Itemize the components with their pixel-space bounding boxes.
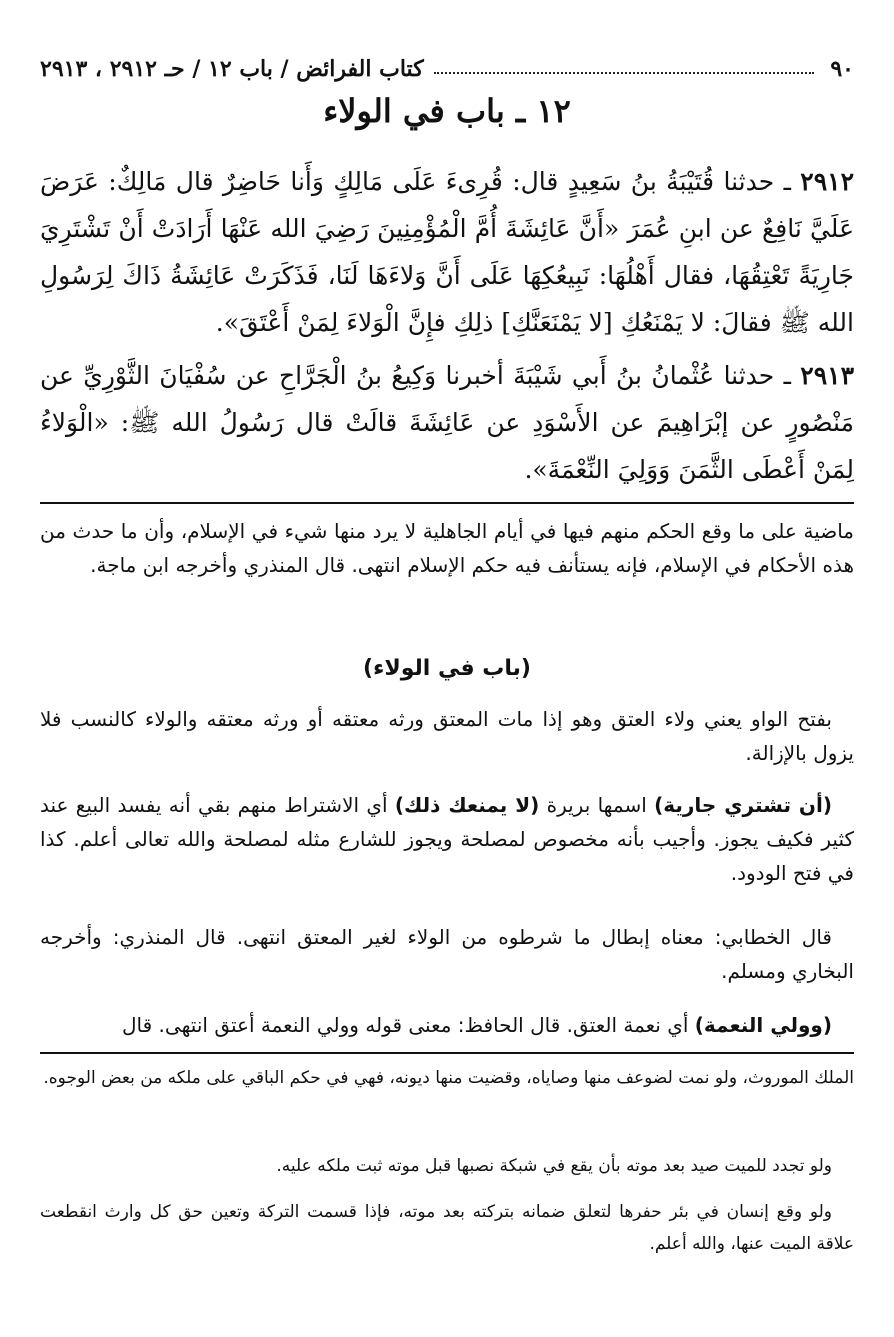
- commentary-paragraph-3: قال الخطابي: معناه إبطال ما شرطوه من الولاء لغير المعتق انتهى. قال المنذري: وأخرجه البخاري ومسلم.: [40, 925, 854, 983]
- page-number: ٩٠: [830, 56, 854, 82]
- commentary-text: اسمها بريرة: [539, 793, 655, 817]
- hadith-text: ـ حدثنا قُتَيْبَةُ بنُ سَعِيدٍ قال: قُرِىءَ عَلَى مَالِكٍ وَأَنا حَاضِرٌ قال مَالِكٌ: عَرَضَ عَلَيَّ نَافِعٌ عن ابنِ عُمَرَ «أَنَّ عَائِشَةَ أُمَّ الْمُؤْمِنِينَ رَضِيَ الله عَنْهَا أَرَادَتْ أَنْ تَشْتَرِيَ جَارِيَةً تَعْتِقُهَا، فقال أَهْلُهَا: نَبِيعُكِهَا عَلَى أَنَّ وَلاءَهَا لَنَا، فَذَكَرَتْ عَائِشَةُ ذَاكَ لِرَسُولِ الله ﷺ فقالَ: لا يَمْنَعُكِ [لا يَمْنَعَنَّكِ] ذلِكِ فإِنَّ الْوَلاءَ لِمَنْ أَعْتَقَ».: [40, 167, 854, 337]
- hadith-2912: [40, 158, 854, 346]
- footnote-divider: [40, 1052, 854, 1054]
- footnote-2: ولو تجدد للميت صيد بعد موته بأن يقع في شبكة نصبها قبل موته ثبت ملكه عليه.: [276, 1156, 832, 1176]
- footnote-1: الملك الموروث، ولو نمت لضوعف منها وصاياه، وقضيت منها ديونه، فهي في حكم الباقي على ملكه من بعض الوجوه.: [43, 1068, 854, 1088]
- commentary-paragraph-1: بفتح الواو يعني ولاء العتق وهو إذا مات المعتق ورثه معتقه أو ورثه معتقه والولاء كالنسب فلا يزول بالإزالة.: [40, 707, 854, 765]
- hadith-text: ـ حدثنا عُثْمانُ بنُ أَبي شَيْبَةَ أخبرنا وَكِيعُ بنُ الْجَرَّاحِ عن سُفْيَانَ الثَّوْرِيِّ عن مَنْصُورٍ عن إبْرَاهِيمَ عن الأَسْوَدِ عن عَائِشَةَ قالَتْ قال رَسُولُ الله ﷺ: «الْوَلاءُ لِمَنْ أَعْطَى الثَّمَنَ وَوَلِيَ النِّعْمَةَ».: [40, 361, 854, 484]
- keyword: (وولي النعمة): [694, 1013, 832, 1037]
- commentary-paragraph-2: [40, 788, 854, 890]
- hadith-number: ٢٩١٢: [800, 167, 854, 196]
- keyword: (لا يمنعك ذلك): [394, 793, 540, 817]
- chapter-title: ١٢ ـ باب في الولاء: [323, 92, 571, 130]
- header-reference: كتاب الفرائض / باب ١٢ / حـ ٢٩١٢ ، ٢٩١٣: [40, 56, 424, 82]
- commentary-paragraph-4: [40, 1008, 854, 1042]
- hadith-number: ٢٩١٣: [800, 361, 855, 390]
- keyword: (أن تشتري جارية): [654, 793, 833, 817]
- commentary-continuation: ماضية على ما وقع الحكم منهم فيها في أيام الجاهلية لا يرد منها شيء في الإسلام، وأن ما حدث من هذه الأحكام في الإسلام، فإنه يستأنف فيه حكم الإسلام انتهى. قال المنذري وأخرجه ابن ماجة.: [40, 519, 854, 577]
- main-divider: [40, 502, 854, 504]
- commentary-text: أي الاشتراط منهم بقي أنه يفسد البيع عند كثير فكيف يجوز. وأجيب بأنه مخصوص لمصلحة ويجوز للشارع مثله لمصلحة والله تعالى أعلم. كذا في فتح الودود.: [40, 793, 854, 885]
- commentary-subheading: (باب في الولاء): [363, 656, 531, 681]
- footnote-3: ولو وقع إنسان في بئر حفرها لتعلق ضمانه بتركته بعد موته، فإذا قسمت التركة وتعين حق كل وارث انقطعت علاقة الميت عنها، والله أعلم.: [40, 1202, 854, 1254]
- commentary-text: أي نعمة العتق. قال الحافظ: معنى قوله وولي النعمة أعتق انتهى. قال: [122, 1013, 695, 1037]
- hadith-2913: [40, 352, 854, 493]
- page-header: [40, 52, 854, 86]
- header-dotted-leader: [434, 71, 815, 74]
